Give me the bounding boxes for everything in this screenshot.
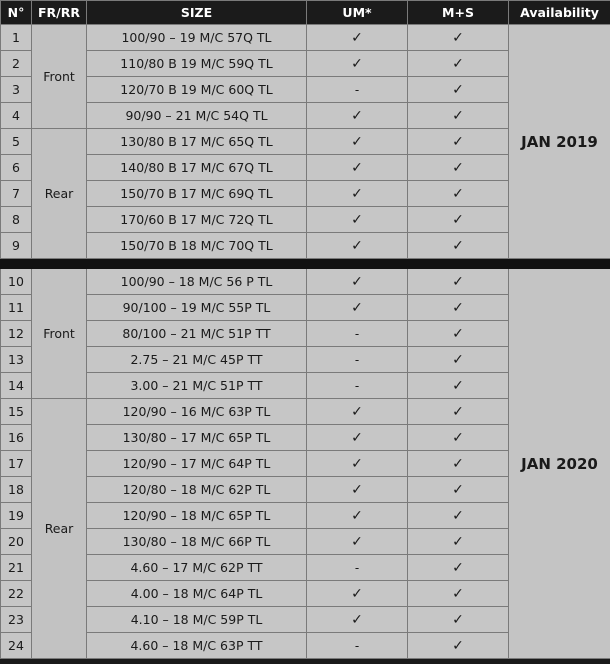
tyre-size: 120/90 – 18 M/C 65P TL	[87, 503, 307, 529]
row-number: 16	[1, 425, 32, 451]
tyre-size: 130/80 – 17 M/C 65P TL	[87, 425, 307, 451]
tyre-size: 120/70 B 19 M/C 60Q TL	[87, 77, 307, 103]
ms-status: ✓	[408, 633, 509, 659]
ms-status: ✓	[408, 207, 509, 233]
tyre-size: 140/80 B 17 M/C 67Q TL	[87, 155, 307, 181]
separator-bar	[1, 259, 610, 269]
row-number: 11	[1, 295, 32, 321]
position-label: Front	[32, 269, 87, 399]
tyre-size: 4.60 – 18 M/C 63P TT	[87, 633, 307, 659]
ms-status: ✓	[408, 25, 509, 51]
row-number: 23	[1, 607, 32, 633]
ms-status: ✓	[408, 555, 509, 581]
tyre-size: 90/90 – 21 M/C 54Q TL	[87, 103, 307, 129]
row-number: 24	[1, 633, 32, 659]
ms-status: ✓	[408, 425, 509, 451]
tyre-size: 100/90 – 18 M/C 56 P TL	[87, 269, 307, 295]
row-number: 3	[1, 77, 32, 103]
table-header-row	[1, 1, 610, 25]
availability-date: JAN 2019	[509, 25, 610, 259]
tyre-size: 120/90 – 16 M/C 63P TL	[87, 399, 307, 425]
um-status: ✓	[307, 103, 408, 129]
um-status: ✓	[307, 581, 408, 607]
row-number: 9	[1, 233, 32, 259]
row-number: 20	[1, 529, 32, 555]
header-size: SIZE	[87, 1, 307, 25]
um-status: -	[307, 633, 408, 659]
ms-status: ✓	[408, 477, 509, 503]
row-number: 12	[1, 321, 32, 347]
header-ms: M+S	[408, 1, 509, 25]
um-status: -	[307, 77, 408, 103]
row-number: 8	[1, 207, 32, 233]
row-number: 2	[1, 51, 32, 77]
header-position: FR/RR	[32, 1, 87, 25]
row-number: 18	[1, 477, 32, 503]
row-number: 5	[1, 129, 32, 155]
tyre-size: 4.00 – 18 M/C 64P TL	[87, 581, 307, 607]
row-number: 4	[1, 103, 32, 129]
um-status: -	[307, 321, 408, 347]
ms-status: ✓	[408, 451, 509, 477]
ms-status: ✓	[408, 295, 509, 321]
tyre-size: 110/80 B 19 M/C 59Q TL	[87, 51, 307, 77]
um-status: ✓	[307, 451, 408, 477]
ms-status: ✓	[408, 77, 509, 103]
ms-status: ✓	[408, 51, 509, 77]
um-status: ✓	[307, 529, 408, 555]
ms-status: ✓	[408, 103, 509, 129]
row-number: 21	[1, 555, 32, 581]
tyre-size: 150/70 B 17 M/C 69Q TL	[87, 181, 307, 207]
tyre-size: 4.60 – 17 M/C 62P TT	[87, 555, 307, 581]
ms-status: ✓	[408, 529, 509, 555]
ms-status: ✓	[408, 503, 509, 529]
row-number: 7	[1, 181, 32, 207]
um-status: -	[307, 373, 408, 399]
um-status: ✓	[307, 425, 408, 451]
header-um: UM*	[307, 1, 408, 25]
ms-status: ✓	[408, 233, 509, 259]
um-status: ✓	[307, 51, 408, 77]
tyre-size: 90/100 – 19 M/C 55P TL	[87, 295, 307, 321]
tyre-size: 120/90 – 17 M/C 64P TL	[87, 451, 307, 477]
tyre-size: 150/70 B 18 M/C 70Q TL	[87, 233, 307, 259]
tyre-size: 80/100 – 21 M/C 51P TT	[87, 321, 307, 347]
um-status: -	[307, 347, 408, 373]
group-separator	[1, 259, 610, 269]
um-status: ✓	[307, 181, 408, 207]
position-label: Front	[32, 25, 87, 129]
header-availability: Availability	[509, 1, 610, 25]
tyre-size: 4.10 – 18 M/C 59P TL	[87, 607, 307, 633]
tyre-size: 100/90 – 19 M/C 57Q TL	[87, 25, 307, 51]
position-label: Rear	[32, 129, 87, 259]
row-number: 14	[1, 373, 32, 399]
ms-status: ✓	[408, 399, 509, 425]
tyre-size: 2.75 – 21 M/C 45P TT	[87, 347, 307, 373]
row-number: 17	[1, 451, 32, 477]
um-status: ✓	[307, 295, 408, 321]
row-number: 22	[1, 581, 32, 607]
row-number: 10	[1, 269, 32, 295]
um-status: ✓	[307, 207, 408, 233]
um-status: -	[307, 555, 408, 581]
um-status: ✓	[307, 155, 408, 181]
ms-status: ✓	[408, 269, 509, 295]
table-row	[1, 25, 610, 51]
ms-status: ✓	[408, 581, 509, 607]
header-number: N°	[1, 1, 32, 25]
row-number: 15	[1, 399, 32, 425]
ms-status: ✓	[408, 181, 509, 207]
tyre-size: 170/60 B 17 M/C 72Q TL	[87, 207, 307, 233]
row-number: 19	[1, 503, 32, 529]
row-number: 6	[1, 155, 32, 181]
row-number: 1	[1, 25, 32, 51]
ms-status: ✓	[408, 347, 509, 373]
ms-status: ✓	[408, 155, 509, 181]
ms-status: ✓	[408, 321, 509, 347]
table-row	[1, 269, 610, 295]
availability-date: JAN 2020	[509, 269, 610, 659]
ms-status: ✓	[408, 607, 509, 633]
table-body	[1, 25, 610, 659]
ms-status: ✓	[408, 129, 509, 155]
row-number: 13	[1, 347, 32, 373]
tyre-size: 3.00 – 21 M/C 51P TT	[87, 373, 307, 399]
um-status: ✓	[307, 269, 408, 295]
um-status: ✓	[307, 25, 408, 51]
um-status: ✓	[307, 129, 408, 155]
position-label: Rear	[32, 399, 87, 659]
um-status: ✓	[307, 477, 408, 503]
um-status: ✓	[307, 399, 408, 425]
um-status: ✓	[307, 607, 408, 633]
um-status: ✓	[307, 503, 408, 529]
tyre-size: 130/80 – 18 M/C 66P TL	[87, 529, 307, 555]
um-status: ✓	[307, 233, 408, 259]
ms-status: ✓	[408, 373, 509, 399]
tyre-size: 130/80 B 17 M/C 65Q TL	[87, 129, 307, 155]
tyre-size: 120/80 – 18 M/C 62P TL	[87, 477, 307, 503]
